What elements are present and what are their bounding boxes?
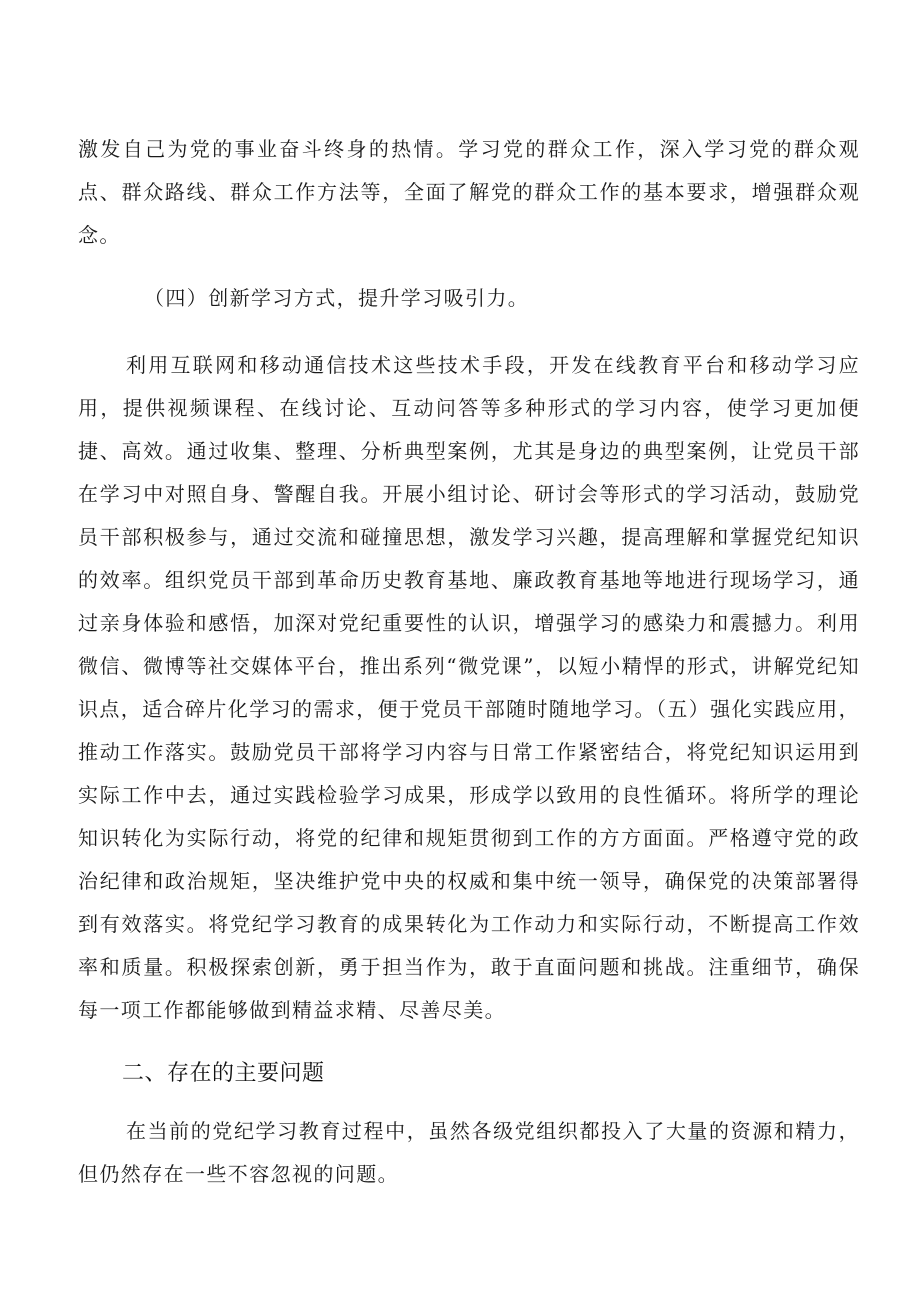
section-heading-main-problems: 二、存在的主要问题	[122, 1061, 325, 1086]
subheading-innovate-learning: （四）创新学习方式，提升学习吸引力。	[144, 286, 530, 310]
paragraph-problems-intro: 在当前的党纪学习教育过程中，虽然各级党组织都投入了大量的资源和精力，但仍然存在一些不容忽视的问题。	[78, 1119, 860, 1186]
paragraph-learning-methods: 利用互联网和移动通信技术这些技术手段，开发在线教育平台和移动学习应用，提供视频课程、在线讨论、互动问答等多种形式的学习内容，使学习更加便捷、高效。通过收集、整理、分析典型案例，尤其是身边的典型案例，让党员干部在学习中对照自身、警醒自我。开展小组讨论、研讨会等形式的学习活动，鼓励党员干部积极参与，通过交流和碰撞思想，激发学习兴趣，提高理解和掌握党纪知识的效率。组织党员干部到革命历史教育基地、廉政教育基地等地进行现场学习，通过亲身体验和感悟，加深对党纪重要性的认识，增强学习的感染力和震撼力。利用微信、微博等社交媒体平台，推出系列“微党课”，以短小精悍的形式，讲解党纪知识点，适合碎片化学习的需求，便于党员干部随时随地学习。（五）强化实践应用，推动工作落实。鼓励党员干部将学习内容与日常工作紧密结合，将党纪知识运用到实际工作中去，通过实践检验学习成果，形成学以致用的良性循环。将所学的理论知识转化为实际行动，将党的纪律和规矩贯彻到工作的方方面面。严格遵守党的政治纪律和政治规矩，坚决维护党中央的权威和集中统一领导，确保党的决策部署得到有效落实。将党纪学习教育的成果转化为工作动力和实际行动，不断提高工作效率和质量。积极探索创新，勇于担当作为，敢于直面问题和挑战。注重细节，确保每一项工作都能够做到精益求精、尽善尽美。	[78, 353, 860, 1022]
paragraph-mass-work: 激发自己为党的事业奋斗终身的热情。学习党的群众工作，深入学习党的群众观点、群众路线、群众工作方法等，全面了解党的群众工作的基本要求，增强群众观念。	[78, 137, 860, 247]
document-body	[78, 128, 860, 1196]
